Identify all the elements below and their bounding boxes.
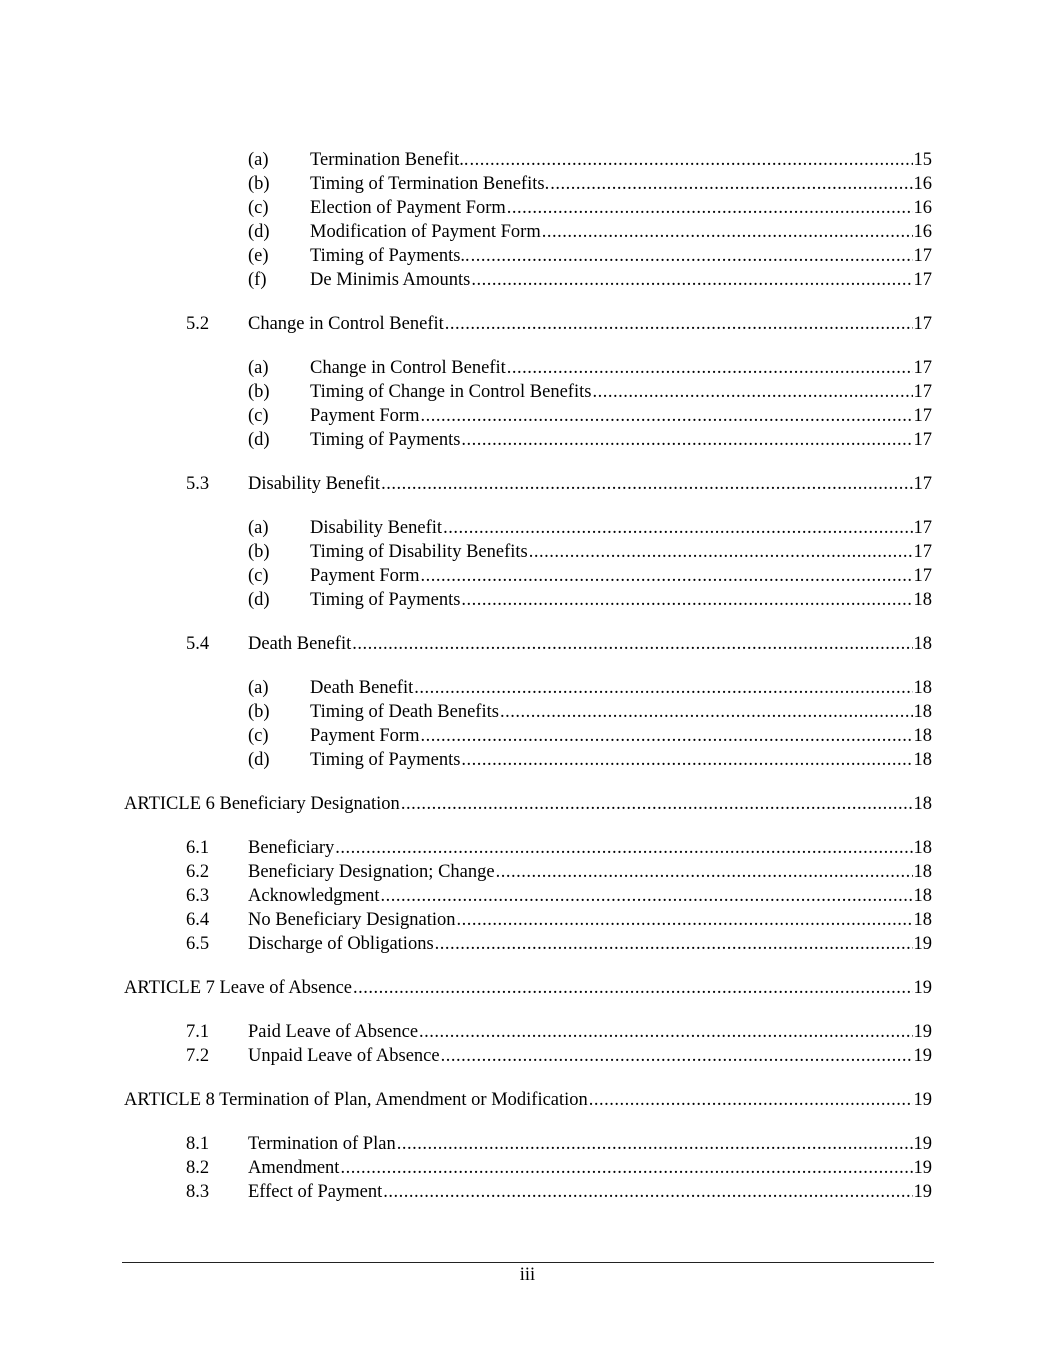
dot-leader [419, 1020, 912, 1044]
toc-entry-page: 19 [913, 1046, 932, 1066]
toc-entry-page: 17 [913, 314, 932, 334]
toc-entry-page: 17 [913, 406, 932, 426]
toc-entry-title: Change in Control Benefit [310, 358, 506, 378]
toc-entry-sub[interactable] [124, 588, 932, 612]
toc-entry-number: 6.2 [186, 862, 210, 882]
dot-leader [461, 428, 912, 452]
toc-entry-title: Paid Leave of Absence [248, 1022, 419, 1042]
toc-entry-page: 18 [913, 726, 932, 746]
toc-entry-title: Discharge of Obligations [248, 934, 434, 954]
dot-leader [397, 1132, 913, 1156]
dot-leader [441, 1044, 913, 1068]
toc-entry-page: 17 [913, 566, 932, 586]
toc-entry-section[interactable] [124, 472, 932, 496]
toc-entry-number: (c) [248, 406, 269, 426]
toc-entry-page: 18 [913, 862, 932, 882]
toc-entry-sub[interactable] [124, 380, 932, 404]
toc-entry-number: 8.3 [186, 1182, 210, 1202]
page-number: iii [519, 1265, 536, 1285]
dot-leader [353, 976, 912, 1000]
dot-leader [445, 312, 913, 336]
toc-entry-title: Timing of Payments [310, 430, 461, 450]
toc-entry-number: (b) [248, 542, 270, 562]
toc-entry-title: Modification of Payment Form [310, 222, 541, 242]
toc-entry-section[interactable] [124, 632, 932, 656]
toc-entry-number: (d) [248, 222, 270, 242]
toc-entry-number: (a) [248, 518, 269, 538]
toc-entry-number: (a) [248, 358, 269, 378]
toc-entry-number: 8.1 [186, 1134, 210, 1154]
toc-entry-page: 17 [913, 358, 932, 378]
toc-entry-article[interactable] [124, 1088, 932, 1112]
toc-entry-sub[interactable] [124, 700, 932, 724]
toc-entry-title: Timing of Disability Benefits [310, 542, 528, 562]
dot-leader [420, 404, 912, 428]
toc-entry-title: ARTICLE 6 Beneficiary Designation [124, 794, 400, 814]
toc-entry-page: 17 [913, 270, 932, 290]
toc-entry-title: Beneficiary [248, 838, 335, 858]
toc-entry-number: 7.1 [186, 1022, 210, 1042]
toc-entry-sub[interactable] [124, 356, 932, 380]
toc-entry-page: 19 [913, 1134, 932, 1154]
toc-entry-title: Timing of Change in Control Benefits [310, 382, 592, 402]
toc-entry-page: 17 [913, 542, 932, 562]
toc-entry-number: 6.1 [186, 838, 210, 858]
toc-entry-number: 5.4 [186, 634, 210, 654]
dot-leader [496, 860, 913, 884]
dot-leader [471, 244, 913, 268]
toc-entry-sub[interactable] [124, 148, 932, 172]
dot-leader [461, 748, 912, 772]
dot-leader [414, 676, 912, 700]
toc-entry-sub[interactable] [124, 564, 932, 588]
toc-entry-number: 5.2 [186, 314, 210, 334]
toc-entry-number: (d) [248, 590, 270, 610]
dot-leader [420, 724, 912, 748]
toc-entry-number: (c) [248, 198, 269, 218]
toc-entry-page: 18 [913, 794, 932, 814]
toc-entry-number: (c) [248, 726, 269, 746]
toc-entry-title: Unpaid Leave of Absence [248, 1046, 440, 1066]
dot-leader [381, 884, 913, 908]
toc-entry-title: Disability Benefit [248, 474, 381, 494]
dot-leader [340, 1156, 912, 1180]
toc-entry-page: 19 [913, 1182, 932, 1202]
dot-leader [457, 908, 913, 932]
toc-entry-title: Payment Form [310, 726, 420, 746]
toc-entry-title: No Beneficiary Designation [248, 910, 456, 930]
toc-entry-title: Payment Form [310, 406, 420, 426]
toc-entry-number: (d) [248, 750, 270, 770]
toc-entry-number: (b) [248, 702, 270, 722]
dot-leader [352, 632, 912, 656]
toc-entry-title: De Minimis Amounts [310, 270, 471, 290]
dot-leader [592, 380, 912, 404]
toc-entry-number: (b) [248, 382, 270, 402]
toc-entry-title: Termination Benefit.. [310, 150, 469, 170]
toc-entry-page: 17 [913, 474, 932, 494]
toc-entry-page: 19 [913, 978, 932, 998]
toc-entry-section[interactable] [124, 1132, 932, 1156]
toc-entry-title: Timing of Payments [310, 590, 461, 610]
toc-entry-section[interactable] [124, 884, 932, 908]
toc-entry-section[interactable] [124, 1180, 932, 1204]
toc-entry-sub[interactable] [124, 404, 932, 428]
toc-entry-page: 19 [913, 934, 932, 954]
toc-entry-title: Termination of Plan [248, 1134, 396, 1154]
dot-leader [335, 836, 912, 860]
toc-entry-sub[interactable] [124, 244, 932, 268]
dot-leader [507, 196, 913, 220]
dot-leader [383, 1180, 912, 1204]
dot-leader [420, 564, 912, 588]
toc-entry-number: 5.3 [186, 474, 210, 494]
toc-entry-number: (a) [248, 678, 269, 698]
dot-leader [443, 516, 912, 540]
toc-entry-page: 17 [913, 382, 932, 402]
toc-entry-page: 18 [913, 702, 932, 722]
toc-entry-page: 19 [913, 1090, 932, 1110]
toc-entry-page: 17 [913, 518, 932, 538]
toc-entry-number: 6.5 [186, 934, 210, 954]
toc-entry-page: 18 [913, 634, 932, 654]
toc-entry-sub[interactable] [124, 724, 932, 748]
dot-leader [500, 700, 913, 724]
toc-entry-number: 8.2 [186, 1158, 210, 1178]
toc-entry-page: 18 [913, 910, 932, 930]
toc-entry-page: 16 [913, 174, 932, 194]
toc-entry-sub[interactable] [124, 516, 932, 540]
dot-leader [471, 268, 912, 292]
table-of-contents [124, 148, 932, 1204]
toc-entry-number: 6.4 [186, 910, 210, 930]
toc-entry-page: 18 [913, 750, 932, 770]
toc-entry-title: Payment Form [310, 566, 420, 586]
dot-leader [435, 932, 913, 956]
toc-entry-page: 18 [913, 838, 932, 858]
toc-entry-title: Election of Payment Form [310, 198, 506, 218]
toc-entry-section[interactable] [124, 860, 932, 884]
toc-entry-title: Disability Benefit [310, 518, 443, 538]
toc-entry-page: 15 [913, 150, 932, 170]
dot-leader [401, 792, 913, 816]
toc-entry-title: Beneficiary Designation; Change [248, 862, 495, 882]
toc-entry-sub[interactable] [124, 172, 932, 196]
toc-entry-page: 17 [913, 430, 932, 450]
toc-entry-title: ARTICLE 7 Leave of Absence [124, 978, 353, 998]
footer-divider [122, 1262, 934, 1263]
toc-entry-title: ARTICLE 8 Termination of Plan, Amendment or Modification [124, 1090, 588, 1110]
toc-entry-number: (c) [248, 566, 269, 586]
toc-entry-article[interactable] [124, 792, 932, 816]
toc-entry-title: Effect of Payment [248, 1182, 383, 1202]
toc-entry-number: 7.2 [186, 1046, 210, 1066]
toc-entry-title: Timing of Termination Benefits. [310, 174, 550, 194]
dot-leader [381, 472, 912, 496]
toc-entry-sub[interactable] [124, 428, 932, 452]
toc-entry-number: (a) [248, 150, 269, 170]
toc-entry-page: 18 [913, 886, 932, 906]
toc-entry-page: 19 [913, 1158, 932, 1178]
toc-entry-section[interactable] [124, 908, 932, 932]
toc-entry-section[interactable] [124, 1044, 932, 1068]
toc-entry-section[interactable] [124, 836, 932, 860]
toc-entry-sub[interactable] [124, 196, 932, 220]
toc-entry-section[interactable] [124, 932, 932, 956]
toc-entry-title: Change in Control Benefit [248, 314, 444, 334]
dot-leader [469, 148, 912, 172]
toc-entry-title: Death Benefit [248, 634, 352, 654]
toc-entry-article[interactable] [124, 976, 932, 1000]
toc-entry-number: (b) [248, 174, 270, 194]
dot-leader [461, 588, 912, 612]
dot-leader [589, 1088, 913, 1112]
dot-leader [507, 356, 913, 380]
toc-entry-sub[interactable] [124, 540, 932, 564]
toc-entry-section[interactable] [124, 1020, 932, 1044]
toc-entry-title: Timing of Death Benefits [310, 702, 499, 722]
toc-entry-section[interactable] [124, 1156, 932, 1180]
toc-entry-page: 19 [913, 1022, 932, 1042]
toc-entry-sub[interactable] [124, 676, 932, 700]
toc-entry-page: 16 [913, 222, 932, 242]
toc-entry-section[interactable] [124, 312, 932, 336]
toc-entry-title: Acknowledgment [248, 886, 380, 906]
toc-entry-sub[interactable] [124, 268, 932, 292]
toc-entry-sub[interactable] [124, 220, 932, 244]
toc-entry-title: Death Benefit [310, 678, 414, 698]
dot-leader [529, 540, 913, 564]
toc-entry-page: 16 [913, 198, 932, 218]
toc-entry-number: 6.3 [186, 886, 210, 906]
toc-entry-page: 18 [913, 590, 932, 610]
toc-entry-page: 17 [913, 246, 932, 266]
toc-entry-title: Timing of Payments.. [310, 246, 470, 266]
dot-leader [550, 172, 912, 196]
toc-entry-page: 18 [913, 678, 932, 698]
toc-entry-number: (e) [248, 246, 269, 266]
toc-entry-sub[interactable] [124, 748, 932, 772]
toc-entry-number: (f) [248, 270, 267, 290]
toc-entry-title: Timing of Payments [310, 750, 461, 770]
toc-entry-number: (d) [248, 430, 270, 450]
toc-entry-title: Amendment [248, 1158, 340, 1178]
dot-leader [542, 220, 913, 244]
